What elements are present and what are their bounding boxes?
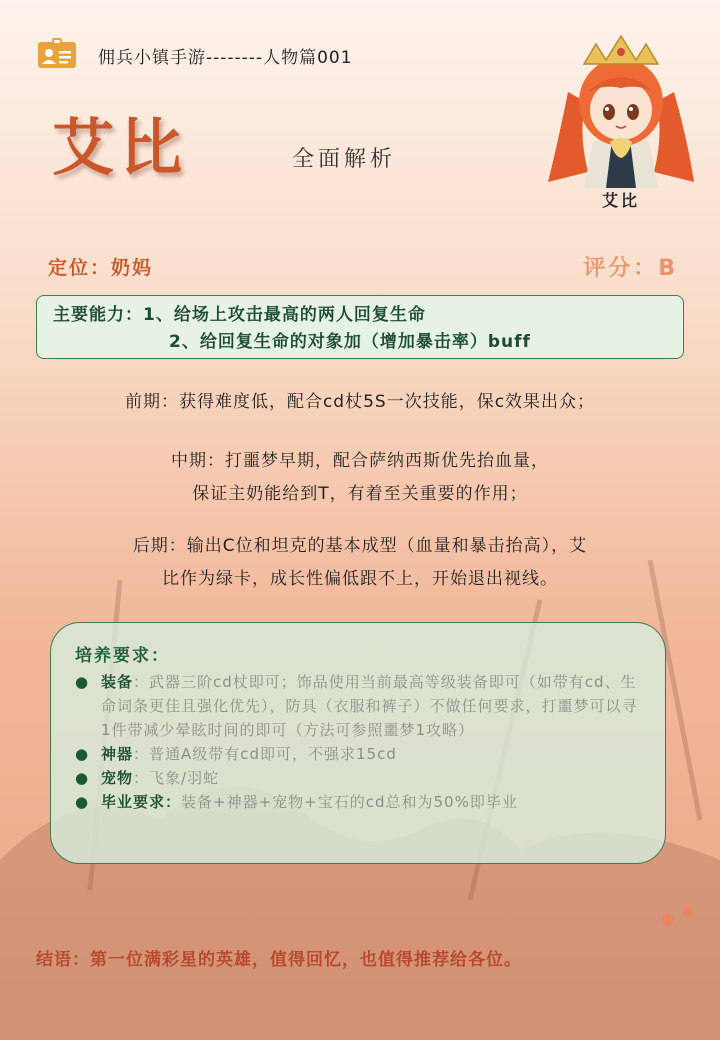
equipment-text: ：武器三阶cd杖即可；饰品使用当前最高等级装备即可（如带有cd、生命词条更佳且强化优先），防具（衣服和裤子）不做任何要求，打噩梦可以寻1件带减少晕眩时间的即可（方法可参照噩梦1攻略） [101, 673, 638, 739]
list-item [75, 670, 643, 742]
graduation-key: 毕业要求： [101, 793, 182, 811]
role-label: 定位：奶妈 [48, 257, 154, 279]
hero-portrait [548, 22, 694, 188]
early-phase-text [40, 386, 680, 419]
list-item [75, 742, 643, 766]
mid-phase-line-1: 中期：打噩梦早期，配合萨纳西斯优先抬血量， [171, 451, 549, 471]
bullet-dot-icon: ● [75, 793, 90, 811]
ability-line-2: 2、给回复生命的对象加（增加暴击率）buff [169, 332, 531, 352]
late-phase-line-1: 后期：输出C位和坦克的基本成型（血量和暴击抬高），艾 [132, 536, 588, 556]
early-phase-line: 前期：获得难度低，配合cd杖5S一次技能，保c效果出众； [124, 392, 596, 412]
series-title: 佣兵小镇手游--------人物篇001 [98, 48, 353, 68]
pet-text: ：飞象/羽蛇 [133, 769, 220, 787]
graduation-text: 装备+神器+宠物+宝石的cd总和为50%即毕业 [181, 793, 518, 811]
late-phase-line-2: 比作为绿卡，成长性偏低跟不上，开始退出视线。 [162, 569, 558, 589]
artifact-text: ：普通A级带有cd即可，不强求15cd [133, 745, 397, 763]
artifact-key: 神器 [101, 745, 134, 763]
rating-label: 评分：B [583, 256, 678, 281]
conclusion-text: 结语：第一位满彩星的英雄，值得回忆，也值得推荐给各位。 [36, 950, 522, 970]
bullet-dot-icon: ● [75, 769, 90, 787]
training-requirements-box [50, 622, 666, 864]
page-subtitle: 全面解析 [292, 147, 397, 172]
hero-name: 艾比 [52, 111, 189, 184]
training-title: 培养要求： [75, 646, 170, 666]
bullet-dot-icon: ● [75, 673, 90, 691]
mid-phase-line-2: 保证主奶能给到T，有着至关重要的作用； [192, 484, 528, 504]
portrait-caption: 艾比 [601, 191, 640, 210]
equipment-key: 装备 [101, 673, 134, 691]
list-item [75, 766, 643, 790]
pet-key: 宠物 [101, 769, 134, 787]
ability-line-1: 主要能力：1、给场上攻击最高的两人回复生命 [53, 305, 426, 325]
id-card-icon [38, 38, 76, 68]
list-item [75, 790, 643, 814]
mid-phase-text [40, 445, 680, 511]
late-phase-text [40, 530, 680, 596]
bullet-dot-icon: ● [75, 745, 90, 763]
abilities-box [36, 295, 684, 359]
